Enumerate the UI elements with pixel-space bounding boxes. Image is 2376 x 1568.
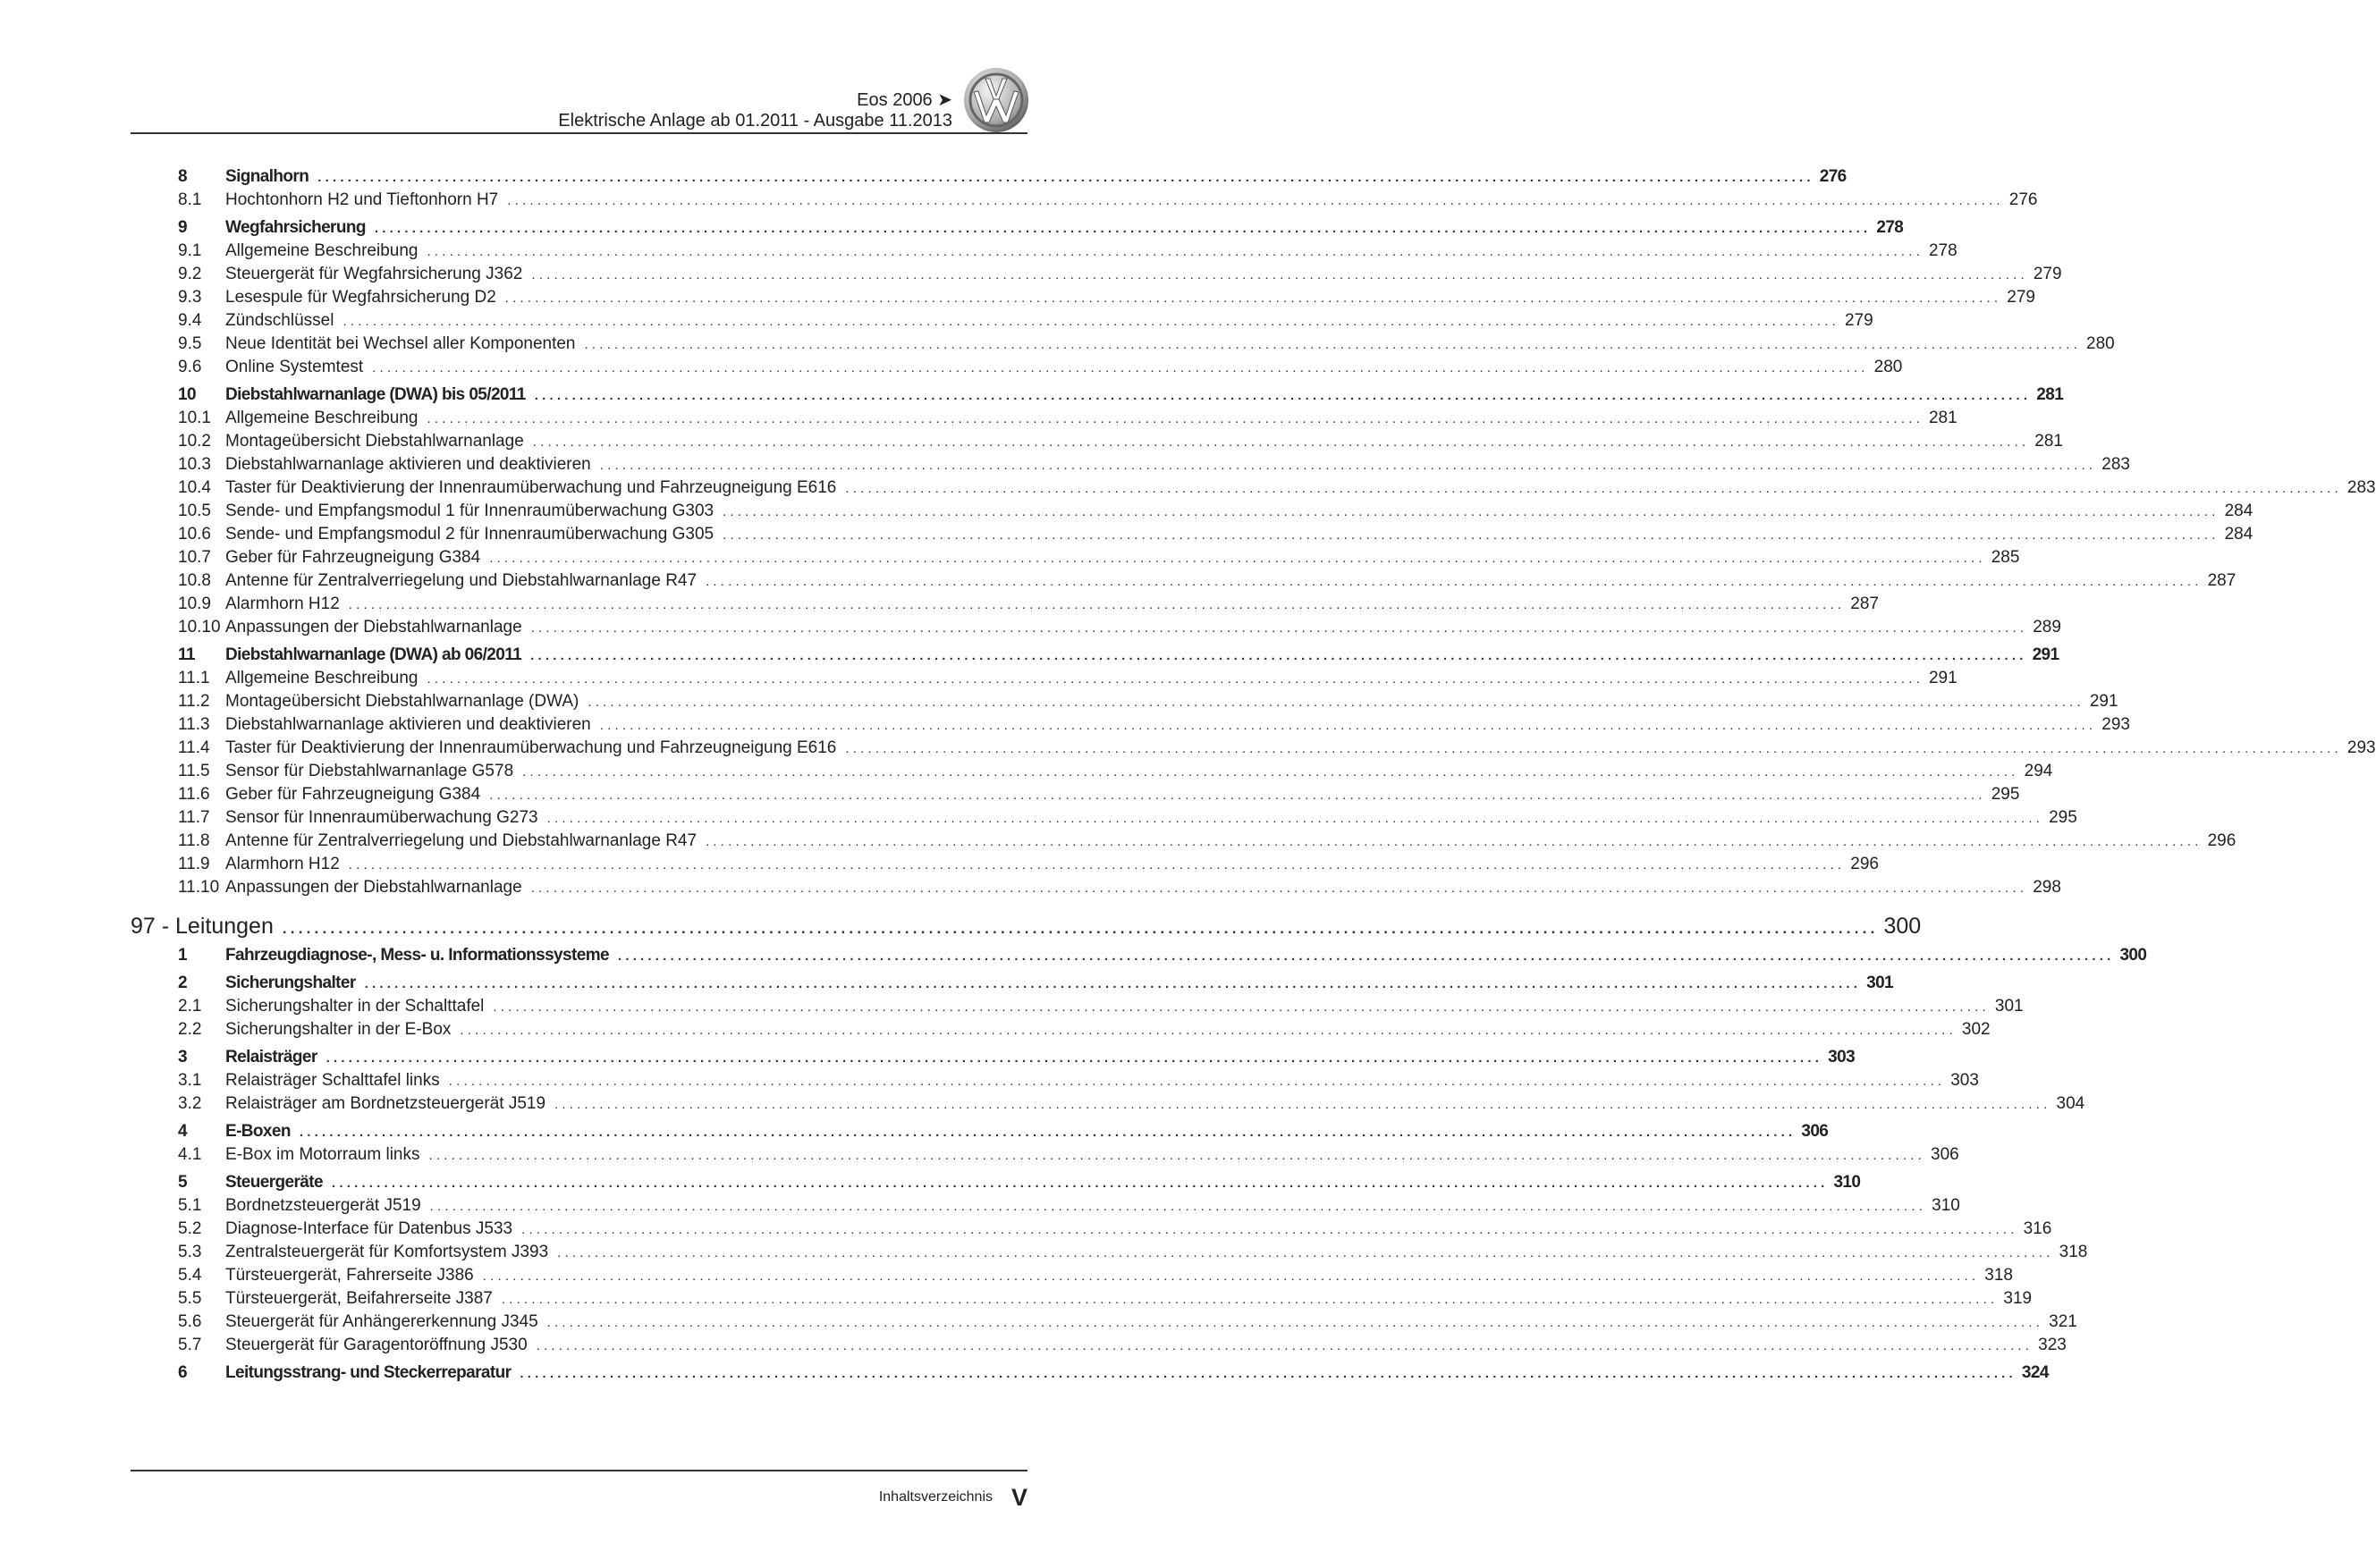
toc-entry-title: Zündschlüssel — [225, 311, 334, 330]
toc-entry-page: 306 — [1931, 1145, 1959, 1164]
dot-leader: ........................................................................................................................................................................................................ — [521, 1222, 2018, 1237]
toc-entry-title: Steuergerät für Wegfahrsicherung J362 — [225, 265, 523, 283]
toc-entry-page: 304 — [2056, 1094, 2085, 1113]
toc-entry-page: 280 — [1873, 358, 1903, 376]
dot-leader: ........................................................................................................................................................................................................ — [299, 1125, 1797, 1140]
toc-entry[interactable] — [131, 1218, 2052, 1241]
toc-entry-page: 279 — [1844, 311, 1873, 330]
toc-entry-number: 9.3 — [178, 288, 202, 307]
toc-entry-number: 11.9 — [178, 855, 210, 873]
toc-entry[interactable] — [131, 1092, 2085, 1116]
toc-entry[interactable] — [131, 667, 1957, 690]
table-of-contents — [131, 161, 2376, 1385]
toc-entry[interactable] — [131, 1018, 1991, 1041]
dot-leader: ........................................................................................................................................................................................................ — [489, 788, 1986, 803]
dot-leader: ........................................................................................................................................................................................................ — [584, 337, 2082, 352]
toc-entry-page: 291 — [2089, 692, 2118, 711]
dot-leader: ........................................................................................................................................................................................................ — [599, 458, 2097, 473]
toc-entry[interactable] — [131, 309, 1873, 333]
toc-entry-title: Anpassungen der Diebstahlwarnanlage — [225, 618, 522, 636]
toc-entry[interactable] — [131, 760, 2053, 783]
toc-entry-number: 11.8 — [178, 831, 210, 850]
toc-entry-page: 285 — [1991, 548, 2020, 567]
toc-entry-title: Allgemeine Beschreibung — [225, 409, 419, 427]
toc-entry-title: Allgemeine Beschreibung — [225, 241, 419, 260]
toc-entry-page: 291 — [2032, 645, 2059, 664]
toc-entry-number: 6 — [178, 1363, 187, 1382]
dot-leader: ........................................................................................................................................................................................................ — [530, 648, 2027, 663]
toc-entry-number: 5.6 — [178, 1312, 202, 1331]
toc-entry-title: Diebstahlwarnanlage (DWA) ab 06/2011 — [225, 645, 522, 664]
toc-entry-title: Geber für Fahrzeugneigung G384 — [225, 548, 481, 567]
toc-entry-number: 11.5 — [178, 762, 210, 780]
dot-leader: ........................................................................................................................................................................................................ — [617, 948, 2115, 964]
toc-entry-page: 318 — [2059, 1243, 2088, 1261]
toc-entry[interactable] — [131, 616, 2061, 639]
toc-entry[interactable] — [131, 1361, 2049, 1385]
toc-entry-page: 281 — [2036, 385, 2064, 404]
toc-entry-number: 1 — [178, 946, 187, 965]
dot-leader: ........................................................................................................................................................................................................ — [504, 291, 2002, 306]
toc-entry-page: 306 — [1801, 1122, 1829, 1141]
toc-entry-number: 9.5 — [178, 334, 202, 353]
dot-leader: ........................................................................................................................................................................................................ — [530, 881, 2028, 896]
toc-entry[interactable] — [131, 189, 2038, 212]
toc-entry[interactable] — [131, 1334, 2067, 1357]
toc-entry-title: Antenne für Zentralverriegelung und Diebstahlwarnanlage R47 — [225, 571, 698, 590]
dot-leader: ........................................................................................................................................................................................................ — [507, 193, 2004, 208]
toc-entry[interactable] — [131, 972, 1894, 995]
toc-entry-number: 10.1 — [178, 409, 211, 427]
toc-entry-title: Neue Identität bei Wechsel aller Komponenten — [225, 334, 576, 353]
dot-leader: ........................................................................................................................................................................................................ — [282, 920, 1879, 937]
toc-entry-page: 287 — [1850, 594, 1879, 613]
toc-entry-number: 11.2 — [178, 692, 210, 711]
toc-entry-number: 3 — [178, 1048, 187, 1066]
toc-entry-page: 296 — [1850, 855, 1879, 873]
dot-leader: ........................................................................................................................................................................................................ — [427, 411, 1924, 426]
toc-entry-number: 8.1 — [178, 190, 202, 209]
toc-entry-page: 319 — [2003, 1289, 2033, 1308]
dot-leader: ........................................................................................................................................................................................................ — [364, 976, 1862, 991]
dot-leader: ........................................................................................................................................................................................................ — [482, 1269, 1980, 1284]
toc-entry-title: Sicherungshalter in der Schalttafel — [225, 997, 485, 1016]
toc-entry-page: 324 — [2021, 1363, 2049, 1382]
dot-leader: ........................................................................................................................................................................................................ — [342, 314, 1839, 329]
toc-entry[interactable] — [131, 1264, 2013, 1287]
header-model: Eos 2006 ➤ — [857, 90, 952, 110]
toc-entry[interactable] — [131, 546, 2020, 569]
toc-entry[interactable] — [131, 569, 2236, 593]
dot-leader: ........................................................................................................................................................................................................ — [554, 1097, 2051, 1112]
toc-entry-title: Sicherungshalter in der E-Box — [225, 1020, 452, 1039]
toc-entry-title: Wegfahrsicherung — [225, 218, 366, 237]
toc-entry[interactable] — [131, 216, 1904, 240]
toc-entry-page: 323 — [2038, 1336, 2067, 1354]
toc-entry[interactable] — [131, 593, 1879, 616]
toc-entry-title: Sensor für Diebstahlwarnanlage G578 — [225, 762, 514, 780]
header-rule — [131, 132, 1027, 134]
dot-leader: ........................................................................................................................................................................................................ — [534, 388, 2032, 403]
toc-entry-number: 10.10 — [178, 618, 221, 636]
dot-leader: ........................................................................................................................................................................................................ — [546, 811, 2044, 826]
dot-leader: ........................................................................................................................................................................................................ — [522, 764, 2019, 780]
toc-entry-number: 4 — [178, 1122, 187, 1141]
toc-entry[interactable] — [131, 912, 1922, 940]
toc-entry-title: Diebstahlwarnanlage aktivieren und deaktivieren — [225, 455, 591, 474]
toc-entry[interactable] — [131, 1069, 1979, 1092]
toc-entry-number: 5.7 — [178, 1336, 202, 1354]
toc-entry[interactable] — [131, 737, 2376, 760]
toc-entry[interactable] — [131, 1171, 1861, 1194]
toc-entry-title: Antenne für Zentralverriegelung und Diebstahlwarnanlage R47 — [225, 831, 698, 850]
toc-entry[interactable] — [131, 690, 2118, 713]
toc-entry-title: Türsteuergerät, Fahrerseite J386 — [225, 1266, 474, 1285]
toc-entry[interactable] — [131, 944, 2147, 967]
toc-entry[interactable] — [131, 830, 2236, 853]
toc-entry-title: E-Box im Motorraum links — [225, 1145, 420, 1164]
toc-entry-title: Sensor für Innenraumüberwachung G273 — [225, 808, 538, 827]
toc-entry-page: 279 — [2033, 265, 2062, 283]
toc-entry-title: Sende- und Empfangsmodul 2 für Innenraumüberwachung G305 — [225, 525, 714, 544]
toc-entry-page: 310 — [1833, 1173, 1861, 1192]
toc-entry-page: 296 — [2207, 831, 2236, 850]
toc-entry-title: Montageübersicht Diebstahlwarnanlage — [225, 432, 524, 451]
dot-leader: ........................................................................................................................................................................................................ — [348, 857, 1846, 873]
dot-leader: ........................................................................................................................................................................................................ — [532, 434, 2030, 450]
toc-entry-number: 5.5 — [178, 1289, 202, 1308]
toc-entry-page: 316 — [2023, 1219, 2052, 1238]
toc-entry-title: Zentralsteuergerät für Komfortsystem J393 — [225, 1243, 549, 1261]
toc-entry[interactable] — [131, 384, 2064, 407]
toc-entry-number: 5.2 — [178, 1219, 202, 1238]
toc-entry-number: 10 — [178, 385, 196, 404]
toc-entry-page: 287 — [2207, 571, 2236, 590]
toc-entry-title: Steuergerät für Anhängererkennung J345 — [225, 1312, 538, 1331]
toc-entry-title: Geber für Fahrzeugneigung G384 — [225, 785, 481, 804]
toc-entry-number: 9.4 — [178, 311, 202, 330]
toc-entry-page: 293 — [2346, 738, 2376, 757]
toc-entry[interactable] — [131, 853, 1879, 876]
dot-leader: ........................................................................................................................................................................................................ — [348, 597, 1846, 612]
toc-entry-number: 11.4 — [178, 738, 210, 757]
toc-entry-number: 10.2 — [178, 432, 211, 451]
toc-entry-title: Taster für Deaktivierung der Innenraumüberwachung und Fahrzeugneigung E616 — [225, 738, 837, 757]
footer-label: Inhaltsverzeichnis — [878, 1489, 993, 1505]
toc-entry-number: 11 — [178, 645, 195, 664]
toc-entry[interactable] — [131, 356, 1903, 379]
toc-entry-title: 97 - Leitungen — [131, 914, 274, 939]
dot-leader: ........................................................................................................................................................................................................ — [460, 1023, 1957, 1038]
toc-entry-page: 278 — [1876, 218, 1904, 237]
toc-entry[interactable] — [131, 783, 2020, 806]
toc-entry-page: 281 — [1928, 409, 1957, 427]
toc-entry-title: Diebstahlwarnanlage aktivieren und deaktivieren — [225, 715, 591, 734]
dot-leader: ........................................................................................................................................................................................................ — [706, 834, 2203, 849]
toc-entry-page: 279 — [2007, 288, 2035, 307]
toc-entry-page: 301 — [1866, 974, 1894, 992]
toc-entry[interactable] — [131, 165, 1847, 189]
dot-leader: ........................................................................................................................................................................................................ — [531, 267, 2028, 282]
dot-leader: ........................................................................................................................................................................................................ — [372, 360, 1869, 375]
dot-leader: ........................................................................................................................................................................................................ — [428, 1148, 1925, 1163]
toc-entry[interactable] — [131, 240, 1957, 263]
toc-entry-title: Diebstahlwarnanlage (DWA) bis 05/2011 — [225, 385, 526, 404]
header-subtitle: Elektrische Anlage ab 01.2011 - Ausgabe 11.2013 — [558, 111, 952, 131]
toc-entry-page: 276 — [1819, 167, 1847, 186]
dot-leader: ........................................................................................................................................................................................................ — [317, 170, 1814, 185]
toc-entry-number: 10.8 — [178, 571, 211, 590]
toc-entry-number: 11.7 — [178, 808, 210, 827]
toc-entry-page: 300 — [2119, 946, 2147, 965]
toc-entry-page: 303 — [1828, 1048, 1856, 1066]
toc-entry-page: 281 — [2034, 432, 2063, 451]
toc-entry-title: Relaisträger — [225, 1048, 317, 1066]
toc-entry-title: Türsteuergerät, Beifahrerseite J387 — [225, 1289, 493, 1308]
toc-entry[interactable] — [131, 806, 2077, 830]
dot-leader: ........................................................................................................................................................................................................ — [557, 1245, 2054, 1260]
footer-rule — [131, 1470, 1027, 1471]
toc-entry-title: Hochtonhorn H2 und Tieftonhorn H7 — [225, 190, 499, 209]
toc-entry-page: 295 — [2049, 808, 2077, 827]
toc-entry-number: 11.10 — [178, 878, 220, 897]
toc-entry[interactable] — [131, 1311, 2077, 1334]
toc-entry-number: 3.1 — [178, 1071, 202, 1090]
dot-leader: ........................................................................................................................................................................................................ — [427, 244, 1924, 259]
toc-entry-number: 9 — [178, 218, 187, 237]
toc-entry-page: 289 — [2033, 618, 2061, 636]
toc-entry-page: 293 — [2101, 715, 2130, 734]
toc-entry[interactable] — [131, 1120, 1829, 1143]
toc-entry[interactable] — [131, 476, 2376, 500]
dot-leader: ........................................................................................................................................................................................................ — [326, 1050, 1823, 1066]
toc-entry-title: Montageübersicht Diebstahlwarnanlage (DWA) — [225, 692, 579, 711]
dot-leader: ........................................................................................................................................................................................................ — [599, 718, 2097, 733]
dot-leader: ........................................................................................................................................................................................................ — [489, 551, 1986, 566]
toc-entry-page: 318 — [1984, 1266, 2013, 1285]
toc-entry-number: 2.1 — [178, 997, 202, 1016]
toc-entry-title: Fahrzeugdiagnose-, Mess- u. Informationssysteme — [225, 946, 609, 965]
toc-entry-number: 9.1 — [178, 241, 202, 260]
toc-entry[interactable] — [131, 286, 2035, 309]
toc-entry-title: Sicherungshalter — [225, 974, 356, 992]
toc-entry-number: 10.3 — [178, 455, 211, 474]
toc-entry[interactable] — [131, 1287, 2033, 1311]
toc-entry-page: 284 — [2224, 525, 2253, 544]
toc-entry-number: 10.7 — [178, 548, 211, 567]
toc-entry[interactable] — [131, 430, 2063, 453]
toc-entry-number: 10.6 — [178, 525, 211, 544]
dot-leader: ........................................................................................................................................................................................................ — [706, 574, 2203, 589]
toc-entry-page: 283 — [2346, 478, 2376, 497]
dot-leader: ........................................................................................................................................................................................................ — [493, 999, 1990, 1015]
toc-entry[interactable] — [131, 453, 2130, 476]
toc-entry-number: 5.3 — [178, 1243, 202, 1261]
toc-entry-title: Online Systemtest — [225, 358, 364, 376]
toc-entry-page: 303 — [1950, 1071, 1979, 1090]
toc-entry-number: 10.5 — [178, 502, 211, 520]
dot-leader: ........................................................................................................................................................................................................ — [448, 1074, 1946, 1089]
toc-entry-title: Relaisträger Schalttafel links — [225, 1071, 440, 1090]
toc-entry-title: Alarmhorn H12 — [225, 594, 340, 613]
dot-leader: ........................................................................................................................................................................................................ — [723, 527, 2220, 543]
toc-entry-page: 278 — [1928, 241, 1957, 260]
toc-entry-number: 8 — [178, 167, 187, 186]
dot-leader: ........................................................................................................................................................................................................ — [427, 671, 1924, 687]
toc-entry-page: 300 — [1883, 914, 1922, 939]
toc-entry-title: Signalhorn — [225, 167, 309, 186]
toc-entry[interactable] — [131, 644, 2059, 667]
toc-entry-title: Taster für Deaktivierung der Innenraumüberwachung und Fahrzeugneigung E616 — [225, 478, 837, 497]
toc-entry-title: Lesespule für Wegfahrsicherung D2 — [225, 288, 496, 307]
toc-entry[interactable] — [131, 1046, 1856, 1069]
toc-entry-page: 280 — [2086, 334, 2115, 353]
toc-entry-number: 3.2 — [178, 1094, 202, 1113]
toc-entry-page: 294 — [2024, 762, 2053, 780]
page-number: V — [1010, 1484, 1027, 1511]
dot-leader: ........................................................................................................................................................................................................ — [588, 695, 2084, 710]
toc-entry-title: Sende- und Empfangsmodul 1 für Innenraumüberwachung G303 — [225, 502, 714, 520]
toc-entry-page: 321 — [2049, 1312, 2077, 1331]
toc-entry[interactable] — [131, 523, 2253, 546]
toc-entry[interactable] — [131, 713, 2130, 737]
dot-leader: ........................................................................................................................................................................................................ — [374, 221, 1872, 236]
toc-entry-page: 298 — [2033, 878, 2061, 897]
vw-logo-icon — [963, 67, 1029, 133]
toc-entry-number: 2 — [178, 974, 187, 992]
toc-entry-page: 295 — [1991, 785, 2020, 804]
toc-entry-page: 301 — [1994, 997, 2024, 1016]
dot-leader: ........................................................................................................................................................................................................ — [845, 741, 2342, 756]
toc-entry-title: Steuergerät für Garagentoröffnung J530 — [225, 1336, 528, 1354]
toc-entry-number: 5.4 — [178, 1266, 202, 1285]
toc-entry-page: 276 — [2008, 190, 2038, 209]
toc-entry-title: E-Boxen — [225, 1122, 291, 1141]
dot-leader: ........................................................................................................................................................................................................ — [845, 481, 2342, 496]
toc-entry[interactable] — [131, 1194, 1960, 1218]
toc-entry-title: Leitungsstrang- und Steckerreparatur — [225, 1363, 512, 1382]
toc-entry-page: 284 — [2224, 502, 2253, 520]
toc-entry-number: 10.4 — [178, 478, 211, 497]
dot-leader: ........................................................................................................................................................................................................ — [546, 1315, 2044, 1330]
dot-leader: ........................................................................................................................................................................................................ — [530, 620, 2028, 636]
dot-leader: ........................................................................................................................................................................................................ — [536, 1338, 2034, 1353]
toc-entry[interactable] — [131, 333, 2115, 356]
toc-entry-title: Steuergeräte — [225, 1173, 323, 1192]
toc-entry-number: 10.9 — [178, 594, 211, 613]
toc-entry-page: 310 — [1932, 1196, 1960, 1215]
toc-entry[interactable] — [131, 500, 2253, 523]
toc-entry-number: 2.2 — [178, 1020, 202, 1039]
toc-entry-title: Diagnose-Interface für Datenbus J533 — [225, 1219, 513, 1238]
toc-entry-title: Allgemeine Beschreibung — [225, 669, 419, 687]
toc-entry[interactable] — [131, 263, 2062, 286]
toc-entry[interactable] — [131, 1143, 1959, 1167]
toc-entry-page: 291 — [1928, 669, 1957, 687]
toc-entry-title: Relaisträger am Bordnetzsteuergerät J519 — [225, 1094, 546, 1113]
toc-entry[interactable] — [131, 407, 1957, 430]
toc-entry-number: 4.1 — [178, 1145, 202, 1164]
toc-entry-number: 5.1 — [178, 1196, 202, 1215]
dot-leader: ........................................................................................................................................................................................................ — [723, 504, 2220, 519]
dot-leader: ........................................................................................................................................................................................................ — [331, 1176, 1829, 1191]
dot-leader: ........................................................................................................................................................................................................ — [501, 1292, 1999, 1307]
toc-entry-page: 302 — [1961, 1020, 1991, 1039]
toc-entry[interactable] — [131, 1241, 2088, 1264]
toc-entry-number: 5 — [178, 1173, 187, 1192]
toc-entry-number: 11.1 — [178, 669, 210, 687]
toc-entry[interactable] — [131, 995, 2024, 1018]
toc-entry-title: Anpassungen der Diebstahlwarnanlage — [225, 878, 522, 897]
toc-entry[interactable] — [131, 876, 2061, 899]
toc-entry-title: Alarmhorn H12 — [225, 855, 340, 873]
dot-leader: ........................................................................................................................................................................................................ — [520, 1366, 2017, 1381]
toc-entry-number: 11.3 — [178, 715, 210, 734]
toc-entry-number: 9.6 — [178, 358, 202, 376]
toc-entry-page: 283 — [2101, 455, 2130, 474]
dot-leader: ........................................................................................................................................................................................................ — [429, 1199, 1927, 1214]
toc-entry-title: Bordnetzsteuergerät J519 — [225, 1196, 421, 1215]
toc-entry-number: 9.2 — [178, 265, 202, 283]
toc-entry-number: 11.6 — [178, 785, 210, 804]
